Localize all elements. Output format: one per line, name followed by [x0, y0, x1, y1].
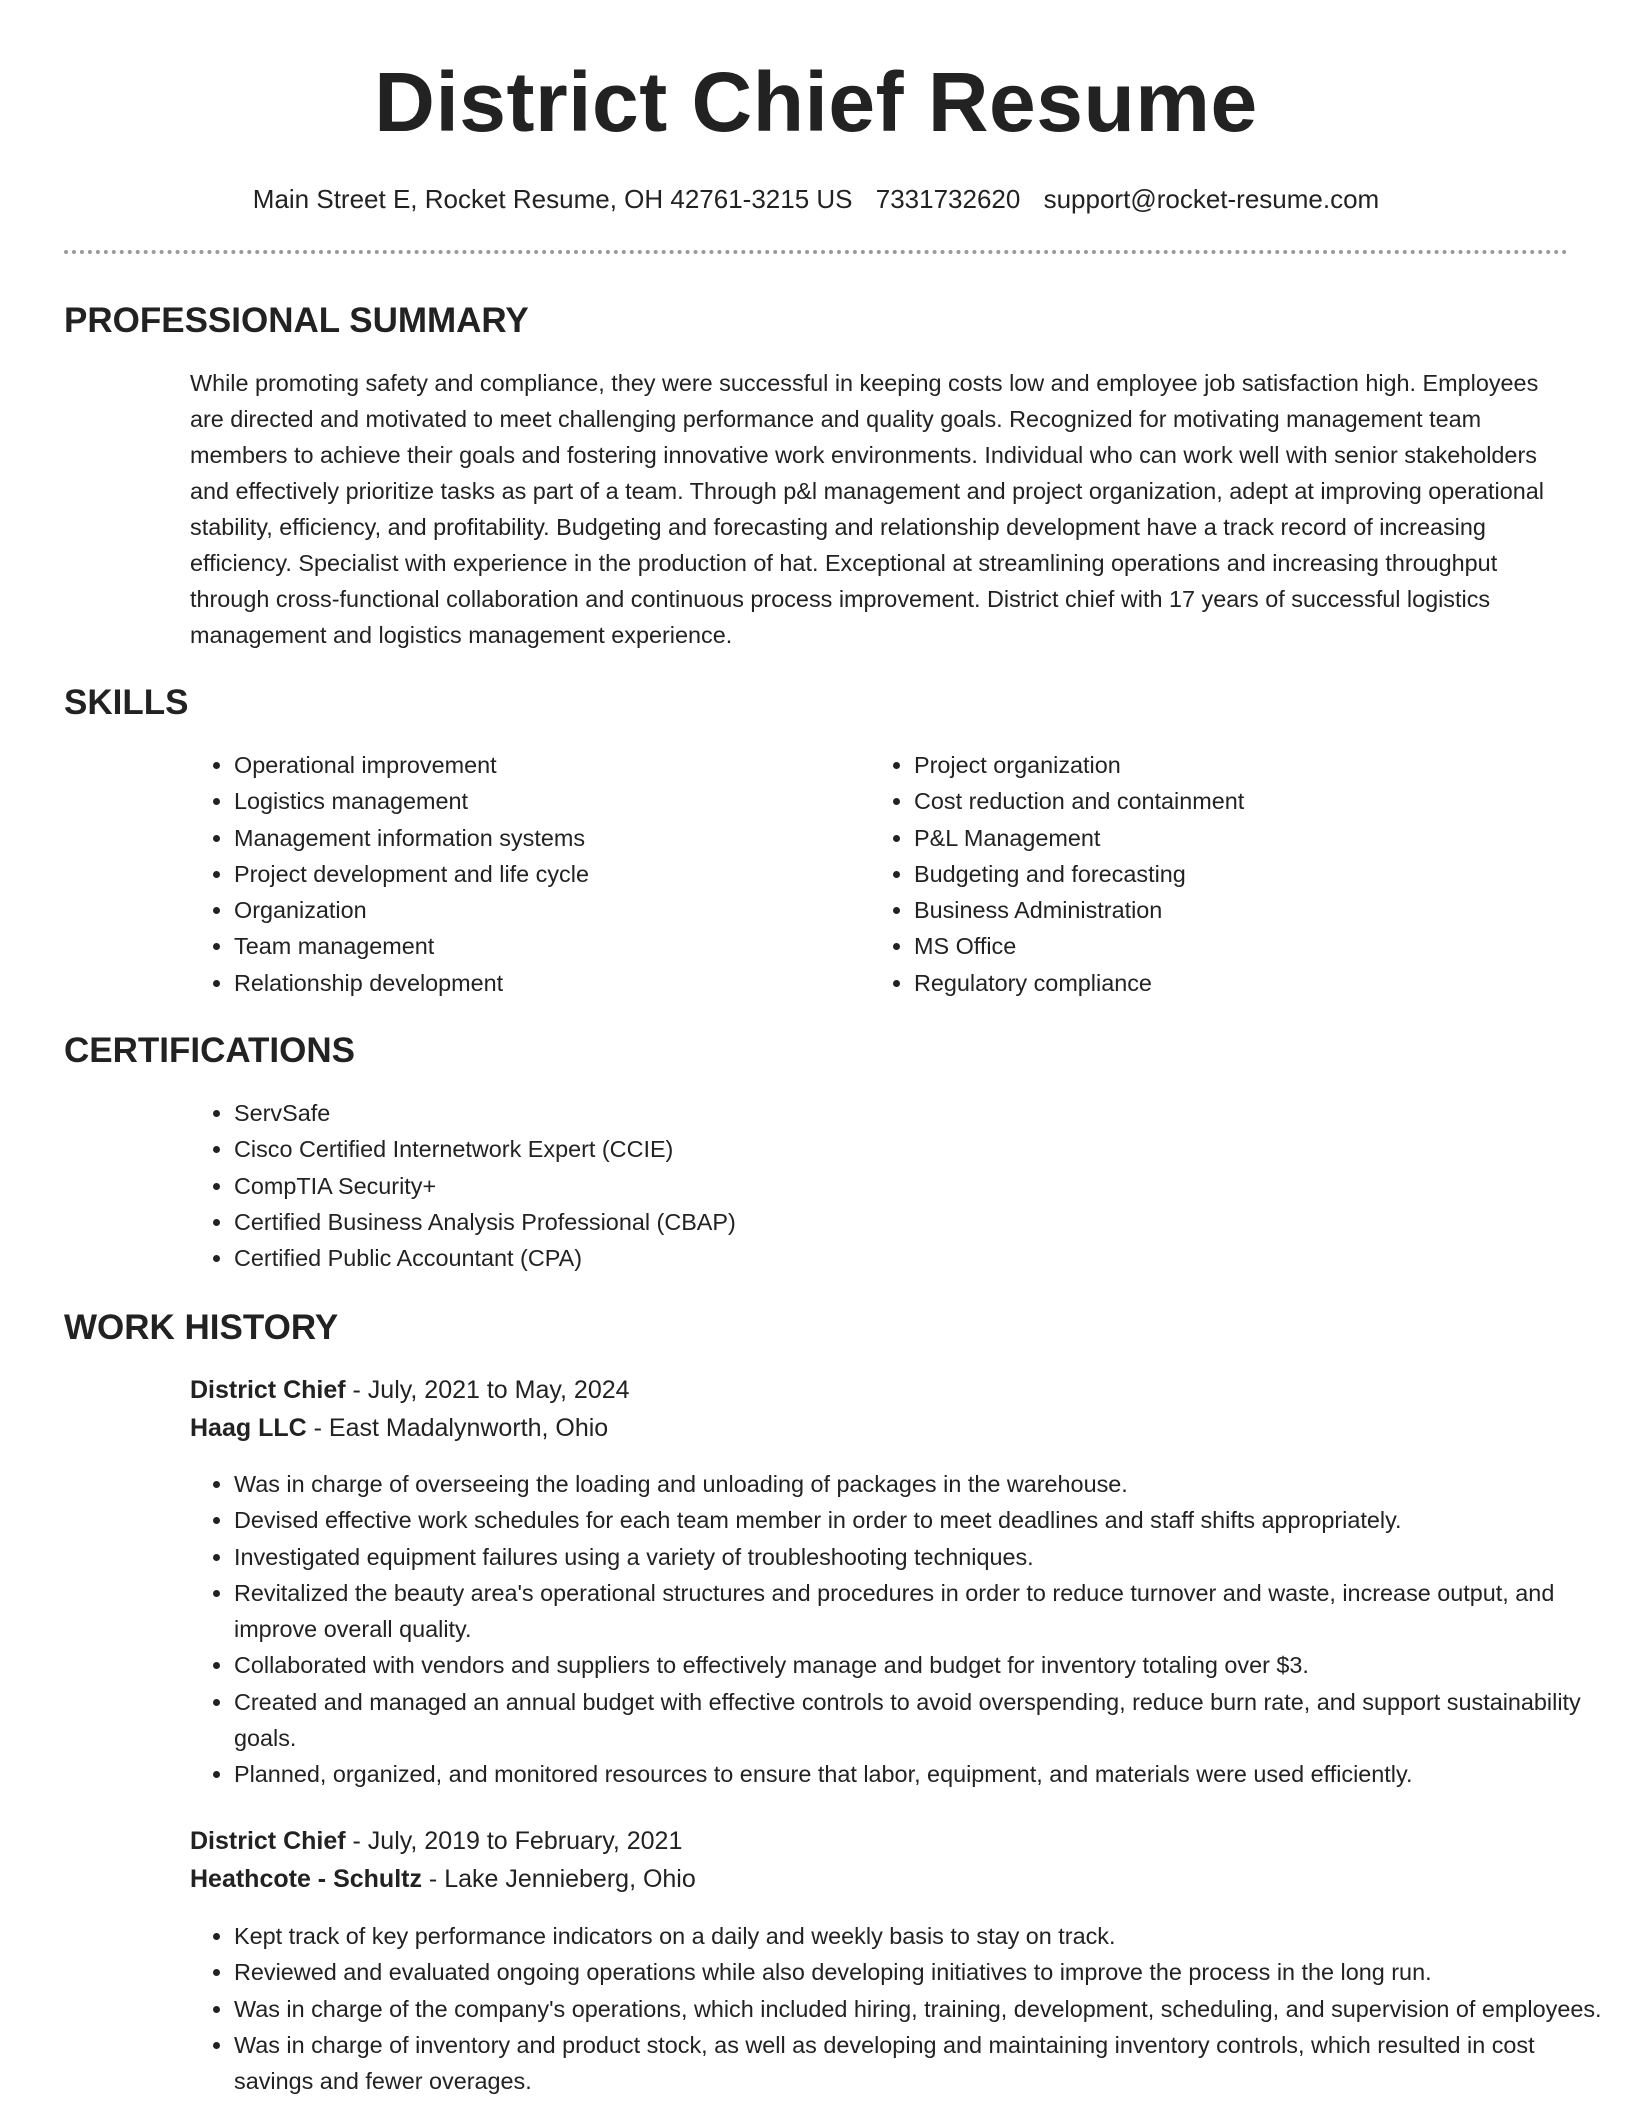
certifications-heading: CERTIFICATIONS [64, 1031, 356, 1070]
job-duty: • Investigated equipment failures using a variety of troubleshooting techniques. [234, 1539, 1614, 1575]
job-duty: • Reviewed and evaluated ongoing operations while also developing initiatives to improve the process in the long run. [234, 1954, 1614, 1990]
certifications-list [190, 1095, 1234, 1276]
job-title: District Chief [190, 1376, 346, 1404]
job-duties-list [190, 1466, 1614, 1793]
skill-item: • Operational improvement [234, 747, 834, 783]
certification-item: • Certified Business Analysis Professional (CBAP) [234, 1204, 1234, 1240]
skill-item: • Management information systems [234, 820, 834, 856]
skill-item: • P&L Management [914, 820, 1514, 856]
skill-item: • Relationship development [234, 965, 834, 1001]
job-duty: • Planned, organized, and monitored resources to ensure that labor, equipment, and materials were used efficiently. [234, 1756, 1614, 1792]
job-company-line [190, 1860, 696, 1898]
job-duty: • Revitalized the beauty area's operational structures and procedures in order to reduce turnover and waste, increase output, and improve overall quality. [234, 1575, 1614, 1648]
header-divider [64, 250, 1568, 254]
job-duty: • Was in charge of inventory and product stock, as well as developing and maintaining inventory controls, which resulted in cost savings and fewer overages. [234, 2027, 1614, 2100]
certification-item: • CompTIA Security+ [234, 1168, 1234, 1204]
skills-list-left [190, 747, 834, 1001]
job-location: - East Madalynworth, Ohio [306, 1414, 609, 1442]
certification-item: • Cisco Certified Internetwork Expert (CCIE) [234, 1131, 1234, 1167]
resume-title: District Chief Resume [374, 55, 1258, 149]
skill-item: • Cost reduction and containment [914, 783, 1514, 819]
job-location: - Lake Jennieberg, Ohio [421, 1865, 696, 1893]
contact-email: support@rocket-resume.com [1043, 184, 1380, 214]
skills-list-right [870, 747, 1514, 1001]
job-duty: • Collaborated with vendors and suppliers to effectively manage and budget for inventory totaling over $3. [234, 1647, 1614, 1683]
job-duty: • Was in charge of the company's operations, which included hiring, training, development, scheduling, and supervision of employees. [234, 1991, 1614, 2027]
skills-heading: SKILLS [64, 683, 189, 722]
contact-address: Main Street E, Rocket Resume, OH 42761-3215 US [252, 184, 853, 214]
skill-item: • Logistics management [234, 783, 834, 819]
job-dates: - July, 2021 to May, 2024 [345, 1376, 630, 1404]
summary-heading: PROFESSIONAL SUMMARY [64, 301, 529, 340]
job-duty: • Created and managed an annual budget with effective controls to avoid overspending, reduce burn rate, and support sustainability goals. [234, 1684, 1614, 1757]
job-title-line [190, 1371, 630, 1409]
job-duty: • Kept track of key performance indicators on a daily and weekly basis to stay on track. [234, 1918, 1614, 1954]
job-company: Heathcote - Schultz [190, 1865, 422, 1893]
summary-text: While promoting safety and compliance, they were successful in keeping costs low and employee job satisfaction high. Employees are directed and motivated to meet challenging performance and quality goals. Recognized for motivating management team members to achieve their goals and fostering innovative work environments. Individual who can work well with senior stakeholders and effectively prioritize tasks as part of a team. Through p&l management and project organization, adept at improving operational stability, efficiency, and profitability. Budgeting and forecasting and relationship development have a track record of increasing efficiency. Specialist with experience in the production of hat. Exceptional at streamlining operations and increasing throughput through cross-functional collaboration and continuous process improvement. District chief with 17 years of successful logistics management and logistics management experience. [190, 370, 1544, 648]
skill-item: • Project development and life cycle [234, 856, 834, 892]
certification-item: • Certified Public Accountant (CPA) [234, 1240, 1234, 1276]
skill-item: • Team management [234, 928, 834, 964]
job-title: District Chief [190, 1827, 346, 1855]
job-company: Haag LLC [190, 1414, 307, 1442]
skill-item: • Project organization [914, 747, 1514, 783]
skill-item: • Business Administration [914, 892, 1514, 928]
job-title-line [190, 1822, 682, 1860]
job-duties-list [190, 1918, 1614, 2099]
skill-item: • Regulatory compliance [914, 965, 1514, 1001]
contact-line [0, 182, 1632, 216]
job-duty: • Devised effective work schedules for each team member in order to meet deadlines and staff shifts appropriately. [234, 1502, 1614, 1538]
skill-item: • MS Office [914, 928, 1514, 964]
contact-phone: 7331732620 [875, 184, 1021, 214]
skill-item: • Organization [234, 892, 834, 928]
work-history-heading: WORK HISTORY [64, 1308, 339, 1347]
job-dates: - July, 2019 to February, 2021 [345, 1827, 683, 1855]
job-company-line [190, 1409, 608, 1447]
job-duty: • Was in charge of overseeing the loading and unloading of packages in the warehouse. [234, 1466, 1614, 1502]
skill-item: • Budgeting and forecasting [914, 856, 1514, 892]
certification-item: • ServSafe [234, 1095, 1234, 1131]
